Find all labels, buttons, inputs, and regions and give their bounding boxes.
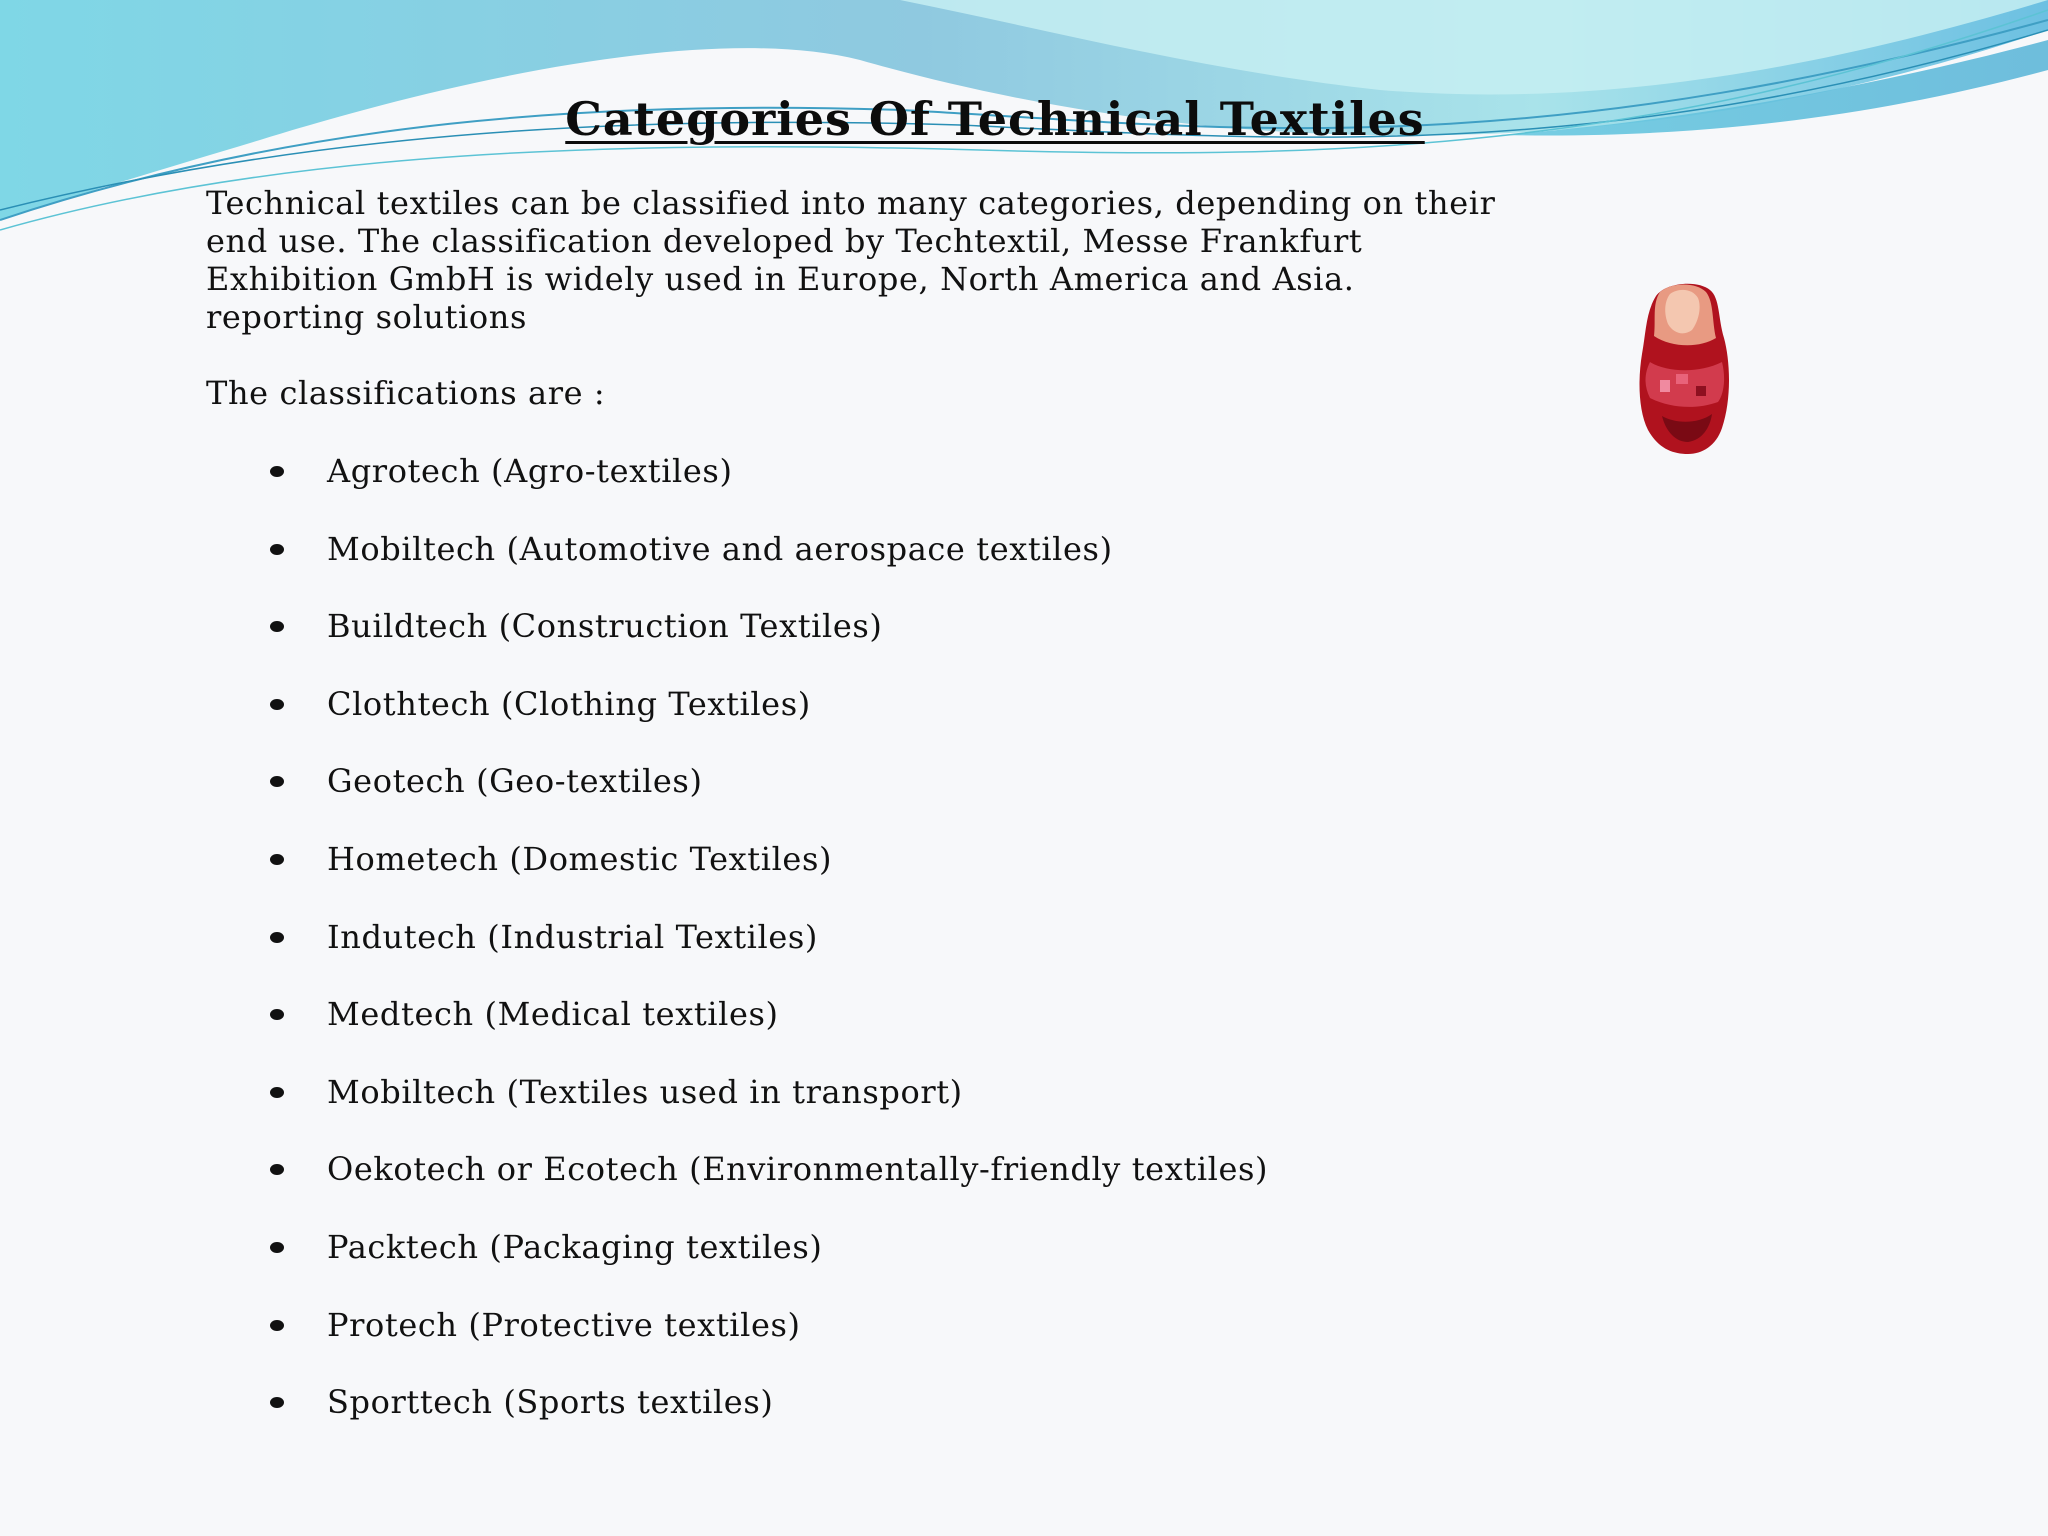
slide-title: Categories Of Technical Textiles <box>565 92 1425 146</box>
bullet-icon <box>270 466 284 477</box>
category-label: Packtech (Packaging textiles) <box>327 1227 823 1266</box>
bullet-icon <box>270 1397 284 1408</box>
intro-line: Technical textiles can be classified into many categories, depending on their <box>206 184 1496 222</box>
bullet-icon <box>270 1009 284 1020</box>
category-label: Mobiltech (Textiles used in transport) <box>327 1072 963 1111</box>
category-label: Agrotech (Agro-textiles) <box>327 452 733 490</box>
bullet-icon <box>270 544 284 555</box>
category-label: Mobiltech (Automotive and aerospace textiles) <box>327 529 1113 568</box>
list-item <box>260 524 1268 602</box>
category-label: Indutech (Industrial Textiles) <box>327 917 818 956</box>
category-label: Clothtech (Clothing Textiles) <box>327 684 811 723</box>
list-item <box>260 1144 1268 1222</box>
list-item <box>260 912 1268 990</box>
intro-line: reporting solutions <box>206 298 527 336</box>
category-label: Hometech (Domestic Textiles) <box>327 839 833 878</box>
bullet-icon <box>270 932 284 943</box>
bullet-icon <box>270 621 284 632</box>
category-list <box>260 446 1268 1455</box>
category-label: Oekotech or Ecotech (Environmentally-friendly textiles) <box>327 1150 1269 1189</box>
list-item <box>260 1377 1268 1455</box>
category-label: Protech (Protective textiles) <box>327 1305 801 1344</box>
category-label: Geotech (Geo-textiles) <box>327 762 703 801</box>
bullet-icon <box>270 1087 284 1098</box>
list-item <box>260 601 1268 679</box>
list-item <box>260 1222 1268 1300</box>
bullet-icon <box>270 699 284 710</box>
bullet-icon <box>270 776 284 787</box>
bullet-icon <box>270 854 284 865</box>
bullet-icon <box>270 1164 284 1175</box>
intro-line: Exhibition GmbH is widely used in Europe, North America and Asia. <box>206 260 1355 298</box>
list-item <box>260 1067 1268 1145</box>
intro-line: end use. The classification developed by Techtextil, Messe Frankfurt <box>206 222 1363 260</box>
classification-label: The classifications are : <box>206 374 606 412</box>
category-label: Medtech (Medical textiles) <box>327 995 779 1034</box>
list-item <box>260 679 1268 757</box>
list-item <box>260 756 1268 834</box>
list-item <box>260 834 1268 912</box>
category-label: Sporttech (Sports textiles) <box>327 1383 774 1422</box>
bullet-icon <box>270 1320 284 1331</box>
category-label: Buildtech (Construction Textiles) <box>327 607 883 646</box>
list-item <box>260 1300 1268 1378</box>
textile-swatch-image <box>1636 278 1734 458</box>
list-item <box>260 446 1268 524</box>
list-item <box>260 989 1268 1067</box>
intro-paragraph <box>206 184 1766 336</box>
bullet-icon <box>270 1242 284 1253</box>
